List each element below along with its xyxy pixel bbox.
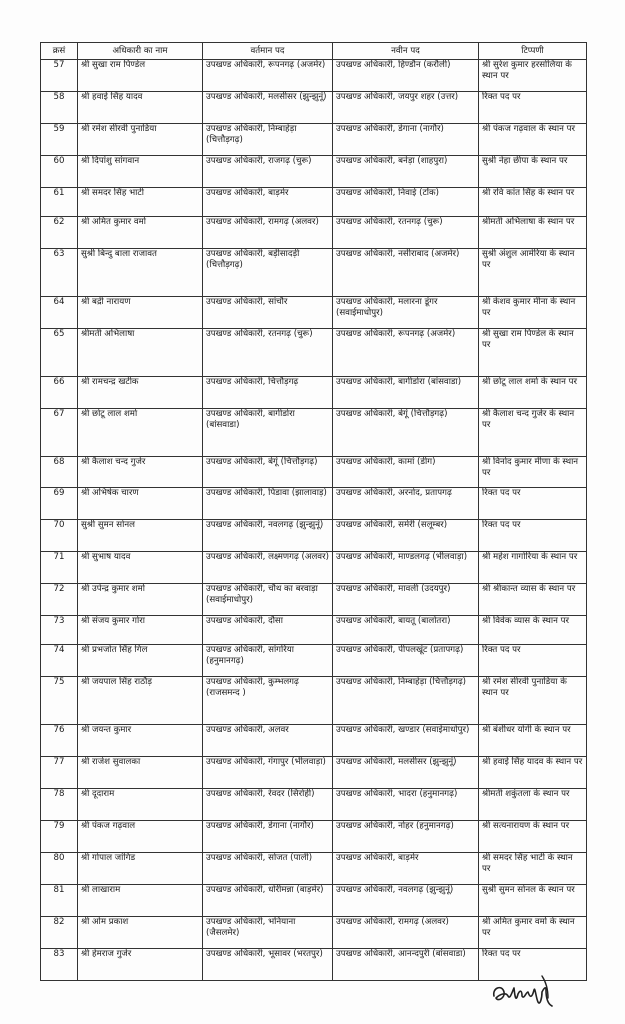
header-officer-name: अधिकारी का नाम [78,43,203,60]
cell-officer-name: श्री दिपांशु सांगवान [78,156,203,188]
cell-remark: श्री सत्यनारायण के स्थान पर [479,821,587,853]
cell-officer-name: श्री जयपाल सिंह राठौड़ [78,677,203,725]
cell-serial: 79 [41,821,78,853]
cell-current-post: उपखण्ड अधिकारी, डेगाना (नागौर) [203,821,333,853]
table-row [41,488,587,520]
cell-current-post: उपखण्ड अधिकारी, राजगढ़ (चुरू) [203,156,333,188]
cell-remark: रिक्त पद पर [479,949,587,981]
cell-current-post: उपखण्ड अधिकारी, धोरीमन्ना (बाड़मेर) [203,885,333,917]
cell-serial: 75 [41,677,78,725]
cell-new-post: उपखण्ड अधिकारी, बागीडोरा (बांसवाडा) [333,377,479,409]
cell-remark: श्री सुखा राम पिण्डेल के स्थान पर [479,329,587,377]
cell-serial: 60 [41,156,78,188]
cell-current-post: उपखण्ड अधिकारी, गंगापुर (भीलवाड़ा) [203,757,333,789]
cell-officer-name: श्री दूदाराम [78,789,203,821]
table-body [41,60,587,981]
cell-serial: 57 [41,60,78,92]
cell-serial: 73 [41,616,78,645]
cell-remark: श्री बंशीधर योगी के स्थान पर [479,725,587,757]
cell-officer-name: श्री अमित कुमार वर्मा [78,217,203,249]
cell-current-post: उपखण्ड अधिकारी, भूसावर (भरतपुर) [203,949,333,981]
cell-serial: 81 [41,885,78,917]
header-row [41,43,587,60]
header-current-post: वर्तमान पद [203,43,333,60]
cell-remark: सुश्री नेहा छीपा के स्थान पर [479,156,587,188]
cell-remark: श्री कैलाश चन्द गुर्जर के स्थान पर [479,409,587,457]
cell-new-post: उपखण्ड अधिकारी, निवाई (टोंक) [333,188,479,217]
cell-officer-name: श्री ओम प्रकाश [78,917,203,949]
cell-current-post: उपखण्ड अधिकारी, निम्बाहेड़ा (चित्तौड़गढ़) [203,124,333,156]
cell-officer-name: श्री रमेश सीरवी पुनाडिया [78,124,203,156]
cell-officer-name: श्री उपेन्द्र कुमार शर्मा [78,584,203,616]
cell-remark: सुश्री सुमन सोनल के स्थान पर [479,885,587,917]
cell-new-post: उपखण्ड अधिकारी, पीपलखूंट (प्रतापगढ़) [333,645,479,677]
cell-officer-name: श्री अभिषेक चारण [78,488,203,520]
table-row [41,725,587,757]
cell-remark: श्री रमेश सीरवी पुनाडिया के स्थान पर [479,677,587,725]
table-row [41,297,587,329]
cell-current-post: उपखण्ड अधिकारी, नवलगढ़ (झुन्झुनूं) [203,520,333,552]
cell-serial: 66 [41,377,78,409]
cell-remark: श्री हवाई सिंह यादव के स्थान पर [479,757,587,789]
cell-remark: श्री सुरेश कुमार हरसोलिया के स्थान पर [479,60,587,92]
cell-remark: श्री समदर सिंह भाटी के स्थान पर [479,853,587,885]
cell-current-post: उपखण्ड अधिकारी, दौसा [203,616,333,645]
table-row [41,821,587,853]
cell-new-post: उपखण्ड अधिकारी, खण्डार (सवाईमाधोपुर) [333,725,479,757]
cell-remark: सुश्री अंशुल आमेरिया के स्थान पर [479,249,587,297]
cell-remark: श्री अमित कुमार वर्मा के स्थान पर [479,917,587,949]
cell-officer-name: श्री कैलाश चन्द गुर्जर [78,457,203,488]
cell-serial: 82 [41,917,78,949]
cell-new-post: उपखण्ड अधिकारी, बेगूं (चित्तौड़गढ़) [333,409,479,457]
cell-new-post: उपखण्ड अधिकारी, समेरी (सलूम्बर) [333,520,479,552]
cell-new-post: उपखण्ड अधिकारी, बायतू (बालोतरा) [333,616,479,645]
table-row [41,645,587,677]
cell-remark: श्री केशव कुमार मीना के स्थान पर [479,297,587,329]
cell-remark: श्री विवेक व्यास के स्थान पर [479,616,587,645]
cell-officer-name: श्री गोपाल जांगिड [78,853,203,885]
cell-officer-name: श्री छोटू लाल शर्मा [78,409,203,457]
cell-new-post: उपखण्ड अधिकारी, डेगाना (नागौर) [333,124,479,156]
cell-current-post: उपखण्ड अधिकारी, पिडावा (झालावाड़) [203,488,333,520]
table-row [41,677,587,725]
cell-serial: 68 [41,457,78,488]
cell-serial: 61 [41,188,78,217]
cell-new-post: उपखण्ड अधिकारी, अरनोद, प्रतापगढ़ [333,488,479,520]
cell-new-post: उपखण्ड अधिकारी, आनन्दपुरी (बांसवाडा) [333,949,479,981]
cell-current-post: उपखण्ड अधिकारी, भनियाना (जैसलमेर) [203,917,333,949]
cell-remark: रिक्त पद पर [479,92,587,124]
table-row [41,92,587,124]
cell-serial: 58 [41,92,78,124]
cell-current-post: उपखण्ड अधिकारी, सोजत (पाली) [203,853,333,885]
cell-officer-name: श्रीमती अभिलाषा [78,329,203,377]
cell-current-post: उपखण्ड अधिकारी, बाड़मेर [203,188,333,217]
cell-remark: रिक्त पद पर [479,520,587,552]
table-row [41,249,587,297]
cell-officer-name: श्री सुभाष यादव [78,552,203,584]
table-row [41,885,587,917]
cell-officer-name: श्री समदर सिंह भाटी [78,188,203,217]
table-row [41,217,587,249]
cell-new-post: उपखण्ड अधिकारी, नवलगढ़ (झुन्झुनूं) [333,885,479,917]
cell-current-post: उपखण्ड अधिकारी, बड़ीसादड़ी (चित्तौड़गढ़) [203,249,333,297]
signature [488,968,566,1010]
cell-current-post: उपखण्ड अधिकारी, बागीडोरा (बांसवाडा) [203,409,333,457]
cell-new-post: उपखण्ड अधिकारी, नोहर (हनुमानगढ़) [333,821,479,853]
cell-officer-name: श्री पंकज गढ़वाल [78,821,203,853]
cell-remark: श्रीमती शकुंतला के स्थान पर [479,789,587,821]
cell-officer-name: श्री जयन्त कुमार [78,725,203,757]
cell-new-post: उपखण्ड अधिकारी, हिण्डौन (करौली) [333,60,479,92]
cell-new-post: उपखण्ड अधिकारी, नसीराबाद (अजमेर) [333,249,479,297]
cell-current-post: उपखण्ड अधिकारी, रेवदर (सिरोही) [203,789,333,821]
table-row [41,457,587,488]
cell-new-post: उपखण्ड अधिकारी, माण्डलगढ़ (भीलवाड़ा) [333,552,479,584]
cell-remark: श्री विनोद कुमार मीणा के स्थान पर [479,457,587,488]
cell-serial: 80 [41,853,78,885]
cell-remark: श्री पंकज गढ़वाल के स्थान पर [479,124,587,156]
cell-serial: 64 [41,297,78,329]
table-row [41,552,587,584]
cell-remark: रिक्त पद पर [479,488,587,520]
cell-remark: श्री महेश गागोरिया के स्थान पर [479,552,587,584]
table-row [41,917,587,949]
cell-serial: 78 [41,789,78,821]
cell-current-post: उपखण्ड अधिकारी, कुम्भलगढ़ (राजसमन्द ) [203,677,333,725]
cell-new-post: उपखण्ड अधिकारी, मलसीसर (झुन्झुनूं) [333,757,479,789]
cell-current-post: उपखण्ड अधिकारी, लक्ष्मणगढ़ (अलवर) [203,552,333,584]
table-row [41,584,587,616]
cell-remark: श्रीमती अभिलाषा के स्थान पर [479,217,587,249]
cell-serial: 63 [41,249,78,297]
cell-current-post: उपखण्ड अधिकारी, सांगरिया (हनुमानगढ़) [203,645,333,677]
cell-new-post: उपखण्ड अधिकारी, रामगढ़ (अलवर) [333,917,479,949]
cell-officer-name: श्री प्रभजोत सिंह गिल [78,645,203,677]
cell-new-post: उपखण्ड अधिकारी, कामां (डीग) [333,457,479,488]
header-serial: क्रसं [41,43,78,60]
cell-serial: 76 [41,725,78,757]
cell-serial: 59 [41,124,78,156]
table-row [41,329,587,377]
table-row [41,188,587,217]
header-remark: टिप्पणी [479,43,587,60]
cell-serial: 83 [41,949,78,981]
cell-officer-name: श्री संजय कुमार गोरा [78,616,203,645]
table-row [41,789,587,821]
cell-new-post: उपखण्ड अधिकारी, मलारना डूंगर (सवाईमाधोपुर) [333,297,479,329]
table-row [41,377,587,409]
table-row [41,757,587,789]
table-row [41,616,587,645]
cell-serial: 65 [41,329,78,377]
cell-current-post: उपखण्ड अधिकारी, बेगूं (चित्तौड़गढ़) [203,457,333,488]
cell-new-post: उपखण्ड अधिकारी, निम्बाहेड़ा (चित्तौड़गढ़) [333,677,479,725]
cell-officer-name: सुश्री बिन्दु बाला राजावत [78,249,203,297]
cell-officer-name: सुश्री सुमन सोनल [78,520,203,552]
table-row [41,853,587,885]
table-row [41,409,587,457]
cell-serial: 70 [41,520,78,552]
cell-remark: रिक्त पद पर [479,645,587,677]
cell-current-post: उपखण्ड अधिकारी, रतनगढ़ (चुरू) [203,329,333,377]
cell-remark: श्री छोटू लाल शर्मा के स्थान पर [479,377,587,409]
cell-new-post: उपखण्ड अधिकारी, मावली (उदयपुर) [333,584,479,616]
table-row [41,124,587,156]
cell-current-post: उपखण्ड अधिकारी, रामगढ़ (अलवर) [203,217,333,249]
header-new-post: नवीन पद [333,43,479,60]
cell-current-post: उपखण्ड अधिकारी, रूपनगढ़ (अजमेर) [203,60,333,92]
cell-new-post: उपखण्ड अधिकारी, बनेड़ा (शाहपुरा) [333,156,479,188]
cell-officer-name: श्री रामचन्द्र खटीक [78,377,203,409]
cell-officer-name: श्री लाखाराम [78,885,203,917]
cell-new-post: उपखण्ड अधिकारी, रूपनगढ़ (अजमेर) [333,329,479,377]
transfer-table [40,42,587,981]
cell-serial: 72 [41,584,78,616]
cell-officer-name: श्री सुखा राम पिण्डेल [78,60,203,92]
cell-remark: श्री श्रीकान्त व्यास के स्थान पर [479,584,587,616]
cell-remark: श्री रवि कांत सिंह के स्थान पर [479,188,587,217]
cell-new-post: उपखण्ड अधिकारी, रतनगढ़ (चुरू) [333,217,479,249]
cell-serial: 71 [41,552,78,584]
cell-serial: 77 [41,757,78,789]
cell-current-post: उपखण्ड अधिकारी, चौथ का बरवाड़ा (सवाईमाधोपुर) [203,584,333,616]
cell-officer-name: श्री हेमराज गुर्जर [78,949,203,981]
cell-current-post: उपखण्ड अधिकारी, सांचौर [203,297,333,329]
cell-serial: 74 [41,645,78,677]
cell-officer-name: श्री बद्री नारायण [78,297,203,329]
cell-new-post: उपखण्ड अधिकारी, बाड़मेर [333,853,479,885]
table-row [41,156,587,188]
cell-serial: 67 [41,409,78,457]
cell-current-post: उपखण्ड अधिकारी, अलवर [203,725,333,757]
cell-new-post: उपखण्ड अधिकारी, जयपुर शहर (उत्तर) [333,92,479,124]
cell-new-post: उपखण्ड अधिकारी, भादरा (हनुमानगढ़) [333,789,479,821]
cell-officer-name: श्री हवाई सिंह यादव [78,92,203,124]
cell-officer-name: श्री राजेश सुवालका [78,757,203,789]
cell-current-post: उपखण्ड अधिकारी, मलसीसर (झुन्झुनूं) [203,92,333,124]
cell-current-post: उपखण्ड अधिकारी, चित्तौड़गढ़ [203,377,333,409]
table-row [41,520,587,552]
cell-serial: 62 [41,217,78,249]
cell-serial: 69 [41,488,78,520]
table-row [41,60,587,92]
